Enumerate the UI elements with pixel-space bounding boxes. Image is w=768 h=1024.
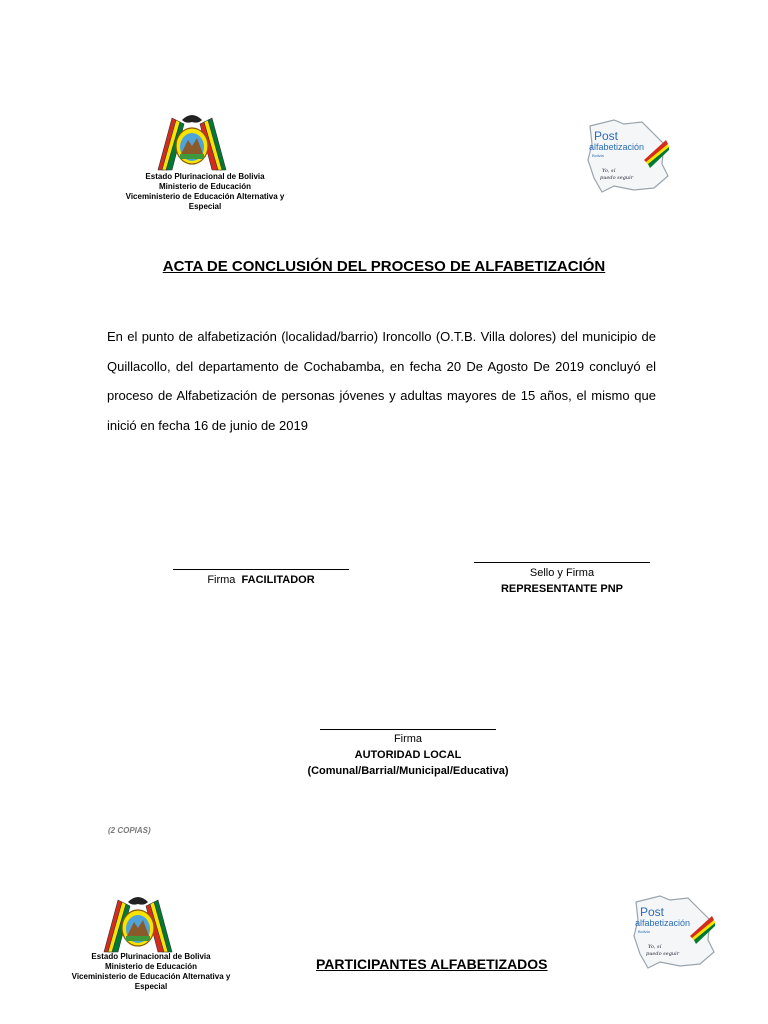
ministry-header-bottom [56,952,246,992]
logo-slogan-1: Yo, sí [648,944,662,950]
signature-facilitador [173,572,349,588]
signature-line-autoridad [320,729,496,730]
ministry-line: Ministerio de Educación [158,182,251,191]
coat-of-arms-bottom [98,892,178,961]
signature-line-representante [474,562,650,563]
participants-title: PARTICIPANTES ALFABETIZADOS [316,956,548,972]
signature-line-facilitador [173,569,349,570]
logo-word-post: Post [594,129,619,143]
coat-of-arms-icon [152,110,232,174]
post-alfabetizacion-logo-icon [584,116,670,196]
ministry-line: Viceministerio de Educación Alternativa y [71,972,231,981]
ministry-line: Estado Plurinacional de Bolivia [145,172,265,181]
logo-word-alfabetizacion: alfabetización [589,142,645,152]
signature-label: Firma [393,733,423,745]
post-alfabetizacion-logo-icon [630,892,716,972]
signature-role: AUTORIDAD LOCAL [354,749,462,761]
signature-detail: (Comunal/Barrial/Municipal/Educativa) [307,765,509,777]
coat-of-arms-icon [98,892,178,956]
post-alfabetizacion-logo-bottom [630,892,716,977]
acta-paragraph: En el punto de alfabetización (localidad/barrio) Ironcollo (O.T.B. Villa dolores) del municipio de Quillacollo, del departamento de Cochabamba, en fecha 20 De Agosto De 2019 concluyó el proceso de Alfabetización de personas jóvenes y adultas mayores de 15 años, el mismo que inició en fecha 16 de junio de 2019 [107,329,656,433]
ministry-line: Estado Plurinacional de Bolivia [91,952,211,961]
logo-slogan-1: Yo, sí [602,168,616,174]
logo-slogan-2: puedo seguir [646,951,680,957]
logo-word-post: Post [640,905,665,919]
logo-country: Bolivia [592,153,604,158]
ministry-line: Ministerio de Educación [104,962,197,971]
signature-representante [474,565,650,597]
logo-slogan-2: puedo seguir [600,175,634,181]
signature-role: REPRESENTANTE PNP [500,583,624,595]
logo-country: Bolivia [638,929,650,934]
ministry-line: Especial [188,202,222,211]
copies-note: (2 COPIAS) [108,826,151,835]
signature-label: Sello y Firma [529,567,595,579]
coat-of-arms-top [152,110,232,179]
post-alfabetizacion-logo-top [584,116,670,201]
document-title: ACTA DE CONCLUSIÓN DEL PROCESO DE ALFABETIZACIÓN [162,258,606,275]
signature-label: Firma [207,574,236,586]
signature-autoridad [258,731,558,779]
ministry-line: Especial [134,982,168,991]
signature-role: FACILITADOR [241,574,315,586]
logo-word-alfabetizacion: alfabetización [635,918,691,928]
ministry-header-top [110,172,300,212]
ministry-line: Viceministerio de Educación Alternativa y [125,192,285,201]
